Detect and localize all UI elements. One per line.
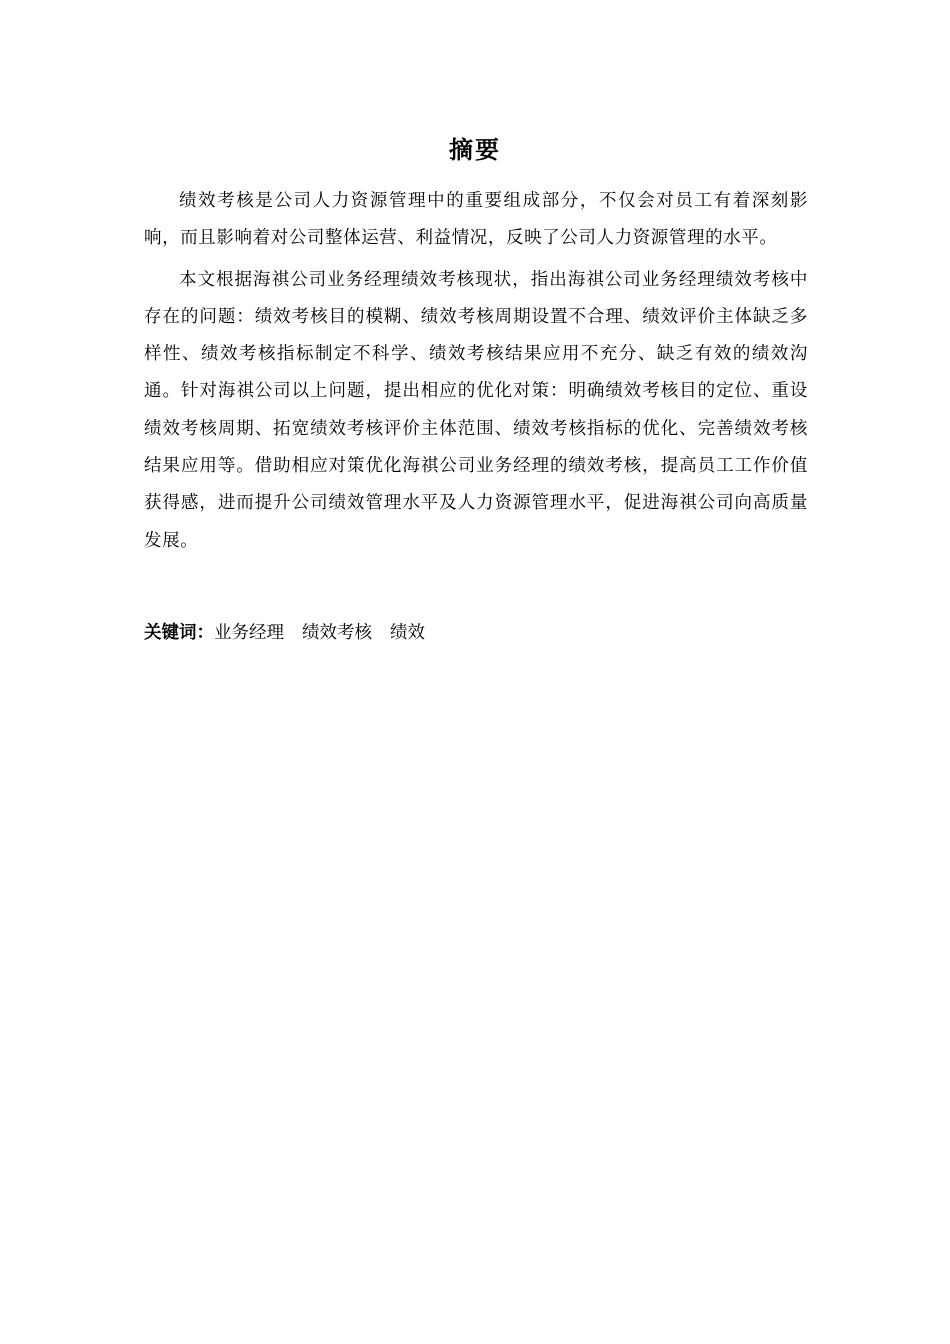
keyword-item: 绩效 (390, 623, 425, 643)
abstract-paragraph-1: 绩效考核是公司人力资源管理中的重要组成部分，不仅会对员工有着深刻影响，而且影响着对公司整体运营、利益情况，反映了公司人力资源管理的水平。 (144, 191, 808, 249)
abstract-body (144, 183, 808, 564)
keyword-item: 业务经理 (214, 623, 284, 643)
keyword-item: 绩效考核 (302, 623, 372, 643)
abstract-title: 摘要 (449, 136, 501, 164)
keywords-line (144, 616, 808, 650)
abstract-paragraph-2: 本文根据海祺公司业务经理绩效考核现状，指出海祺公司业务经理绩效考核中存在的问题：绩效考核目的模糊、绩效考核周期设置不合理、绩效评价主体缺乏多样性、绩效考核指标制定不科学、绩效考核结果应用不充分、缺乏有效的绩效沟通。针对海祺公司以上问题，提出相应的优化对策：明确绩效考核目的定位、重设绩效考核周期、拓宽绩效考核评价主体范围、绩效考核指标的优化、完善绩效考核结果应用等。借助相应对策优化海祺公司业务经理的绩效考核，提高员工工作价值获得感，进而提升公司绩效管理水平及人力资源管理水平，促进海祺公司向高质量发展。 (144, 269, 808, 551)
keywords-label: 关键词： (144, 623, 214, 643)
